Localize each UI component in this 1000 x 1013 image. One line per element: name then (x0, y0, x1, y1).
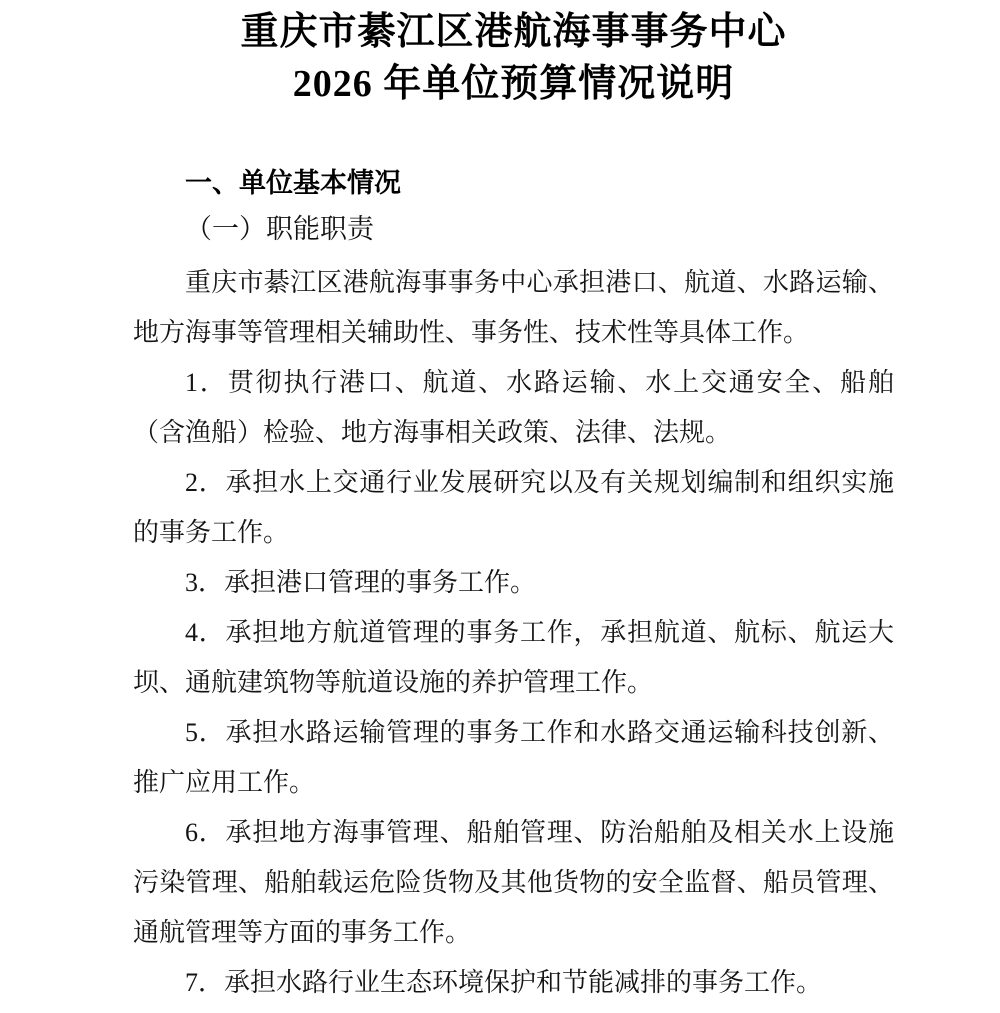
document-title-line-1: 重庆市綦江区港航海事事务中心 (240, 11, 787, 53)
document-title (133, 6, 894, 110)
body-text (133, 258, 894, 1008)
paragraph-duty-7: 7．承担水路行业生态环境保护和节能减排的事务工作。 (185, 968, 823, 997)
paragraph-duty-2: 2．承担水上交通行业发展研究以及有关规划编制和组织实施的事务工作。 (133, 468, 894, 547)
section-heading-basic-information: 一、单位基本情况 (185, 168, 401, 198)
paragraph-duty-4: 4．承担地方航道管理的事务工作，承担航道、航标、航运大坝、通航建筑物等航道设施的养护管理工作。 (133, 618, 894, 697)
paragraph-duty-3: 3．承担港口管理的事务工作。 (185, 568, 537, 597)
paragraph-duty-6: 6．承担地方海事管理、船舶管理、防治船舶及相关水上设施污染管理、船舶载运危险货物及其他货物的安全监督、船员管理、通航管理等方面的事务工作。 (133, 818, 894, 947)
paragraph-duty-1: 1．贯彻执行港口、航道、水路运输、水上交通安全、船舶（含渔船）检验、地方海事相关政策、法律、法规。 (133, 368, 894, 447)
document-title-line-2: 2026 年单位预算情况说明 (292, 63, 735, 105)
paragraph-intro: 重庆市綦江区港航海事事务中心承担港口、航道、水路运输、地方海事等管理相关辅助性、事务性、技术性等具体工作。 (133, 268, 894, 347)
paragraph-duty-5: 5．承担水路运输管理的事务工作和水路交通运输科技创新、推广应用工作。 (133, 718, 894, 797)
subsection-heading-functions-duties: （一）职能职责 (185, 214, 374, 244)
